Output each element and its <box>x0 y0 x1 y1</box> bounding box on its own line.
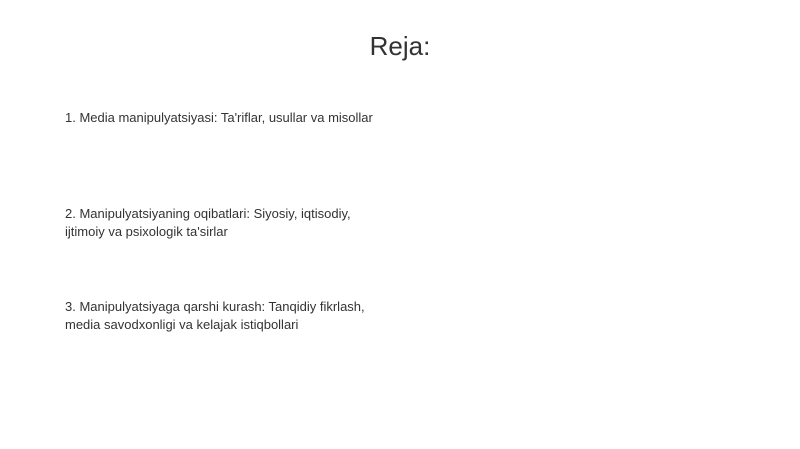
slide-title: Reja: <box>369 31 431 61</box>
plan-item-3-line-1: 3. Manipulyatsiyaga qarshi kurash: Tanqidiy fikrlash, <box>65 299 365 314</box>
plan-item-3 <box>65 298 425 334</box>
plan-item-2-line-2: ijtimoiy va psixologik ta'sirlar <box>65 224 228 239</box>
plan-item-1-line-1: 1. Media manipulyatsiyasi: Ta'riflar, usullar va misollar <box>65 110 373 125</box>
plan-item-1 <box>65 109 425 127</box>
plan-item-3-line-2: media savodxonligi va kelajak istiqbollari <box>65 317 299 332</box>
plan-item-2-line-1: 2. Manipulyatsiyaning oqibatlari: Siyosiy, iqtisodiy, <box>65 206 351 221</box>
plan-item-2 <box>65 205 425 241</box>
